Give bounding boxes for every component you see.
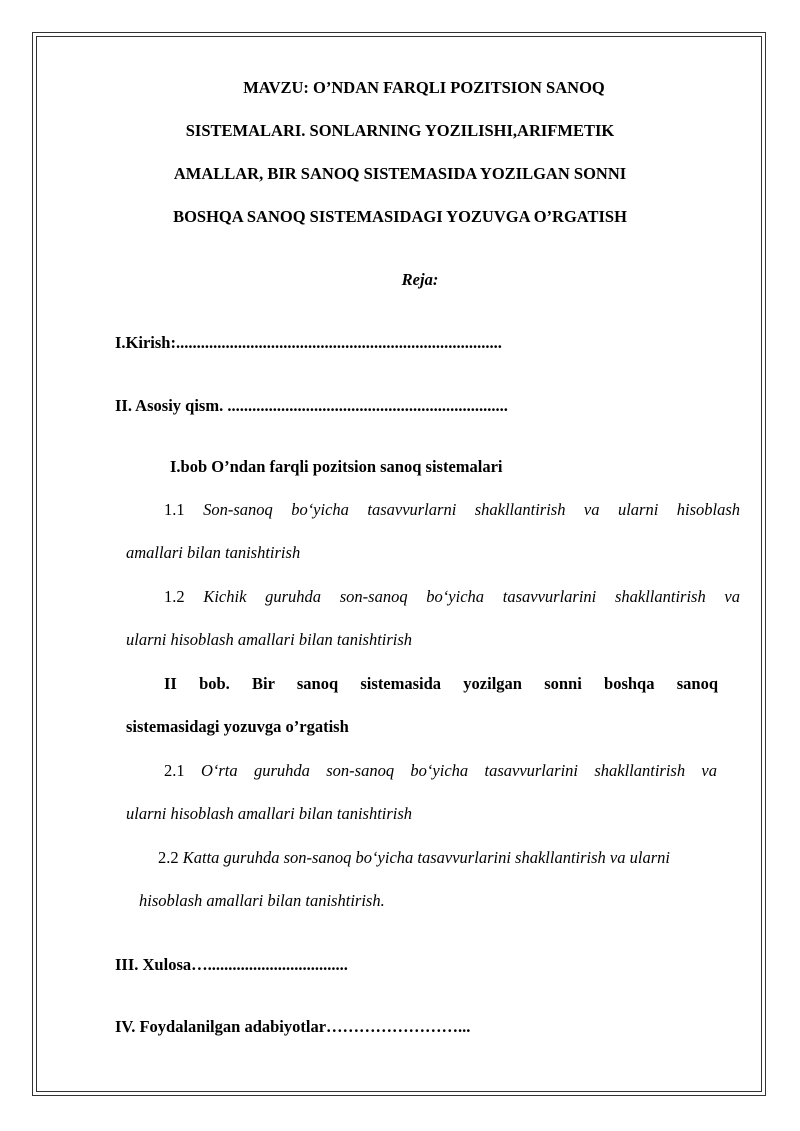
- section-2-1-text: O‘rta guruhda son-sanoq bo‘yicha tasavvurlarini shakllantirish va: [200, 761, 717, 780]
- section-2-1-line2: ularni hisoblash amallari bilan tanishtirish: [126, 804, 413, 823]
- section-2-2-line2: hisoblash amallari bilan tanishtirish.: [139, 891, 385, 910]
- toc-conclusion: III. Xulosa…..................................: [115, 955, 348, 974]
- section-2-2-text: Katta guruhda son-sanoq bo‘yicha tasavvurlarini shakllantirish va ularni: [182, 848, 670, 867]
- section-1-1-line1: [164, 500, 740, 520]
- page-border-inner: [36, 36, 762, 1092]
- chapter2-title-line1: II bob. Bir sanoq sistemasida yozilgan sonni boshqa sanoq: [164, 674, 718, 693]
- section-1-2-number: 1.2: [164, 587, 185, 606]
- section-2-2-number: 2.2: [158, 848, 179, 867]
- toc-intro: I.Kirish:...............................................................................: [115, 333, 502, 352]
- plan-heading: Reja:: [401, 270, 439, 289]
- section-1-2-text: Kichik guruhda son-sanoq bo‘yicha tasavvurlarini shakllantirish va: [203, 587, 740, 606]
- toc-references: IV. Foydalanilgan adabiyotlar……………………...: [115, 1017, 471, 1036]
- chapter1-title: I.bob O’ndan farqli pozitsion sanoq sistemalari: [170, 457, 503, 476]
- section-2-2-line1: [158, 848, 670, 868]
- chapter2-title-line2: sistemasidagi yozuvga o’rgatish: [126, 717, 349, 736]
- section-1-1-line2: amallari bilan tanishtirish: [126, 543, 301, 562]
- title-line-3: AMALLAR, BIR SANOQ SISTEMASIDA YOZILGAN SONNI: [173, 164, 627, 183]
- title-line-1: MAVZU: O’NDAN FARQLI POZITSION SANOQ: [243, 78, 605, 97]
- section-1-2-line2: ularni hisoblash amallari bilan tanishtirish: [126, 630, 413, 649]
- section-1-2-line1: [164, 587, 740, 607]
- section-1-1-number: 1.1: [164, 500, 185, 519]
- section-2-1-number: 2.1: [164, 761, 185, 780]
- section-1-1-text: Son-sanoq bo‘yicha tasavvurlarni shakllantirish va ularni hisoblash: [203, 500, 740, 519]
- section-2-1-line1: [164, 761, 717, 781]
- title-line-2: SISTEMALARI. SONLARNING YOZILISHI,ARIFMETIK: [185, 121, 615, 140]
- title-line-4: BOSHQA SANOQ SISTEMASIDAGI YOZUVGA O’RGATISH: [173, 207, 627, 226]
- toc-main-part: II. Asosiy qism. ....................................................................: [115, 396, 508, 415]
